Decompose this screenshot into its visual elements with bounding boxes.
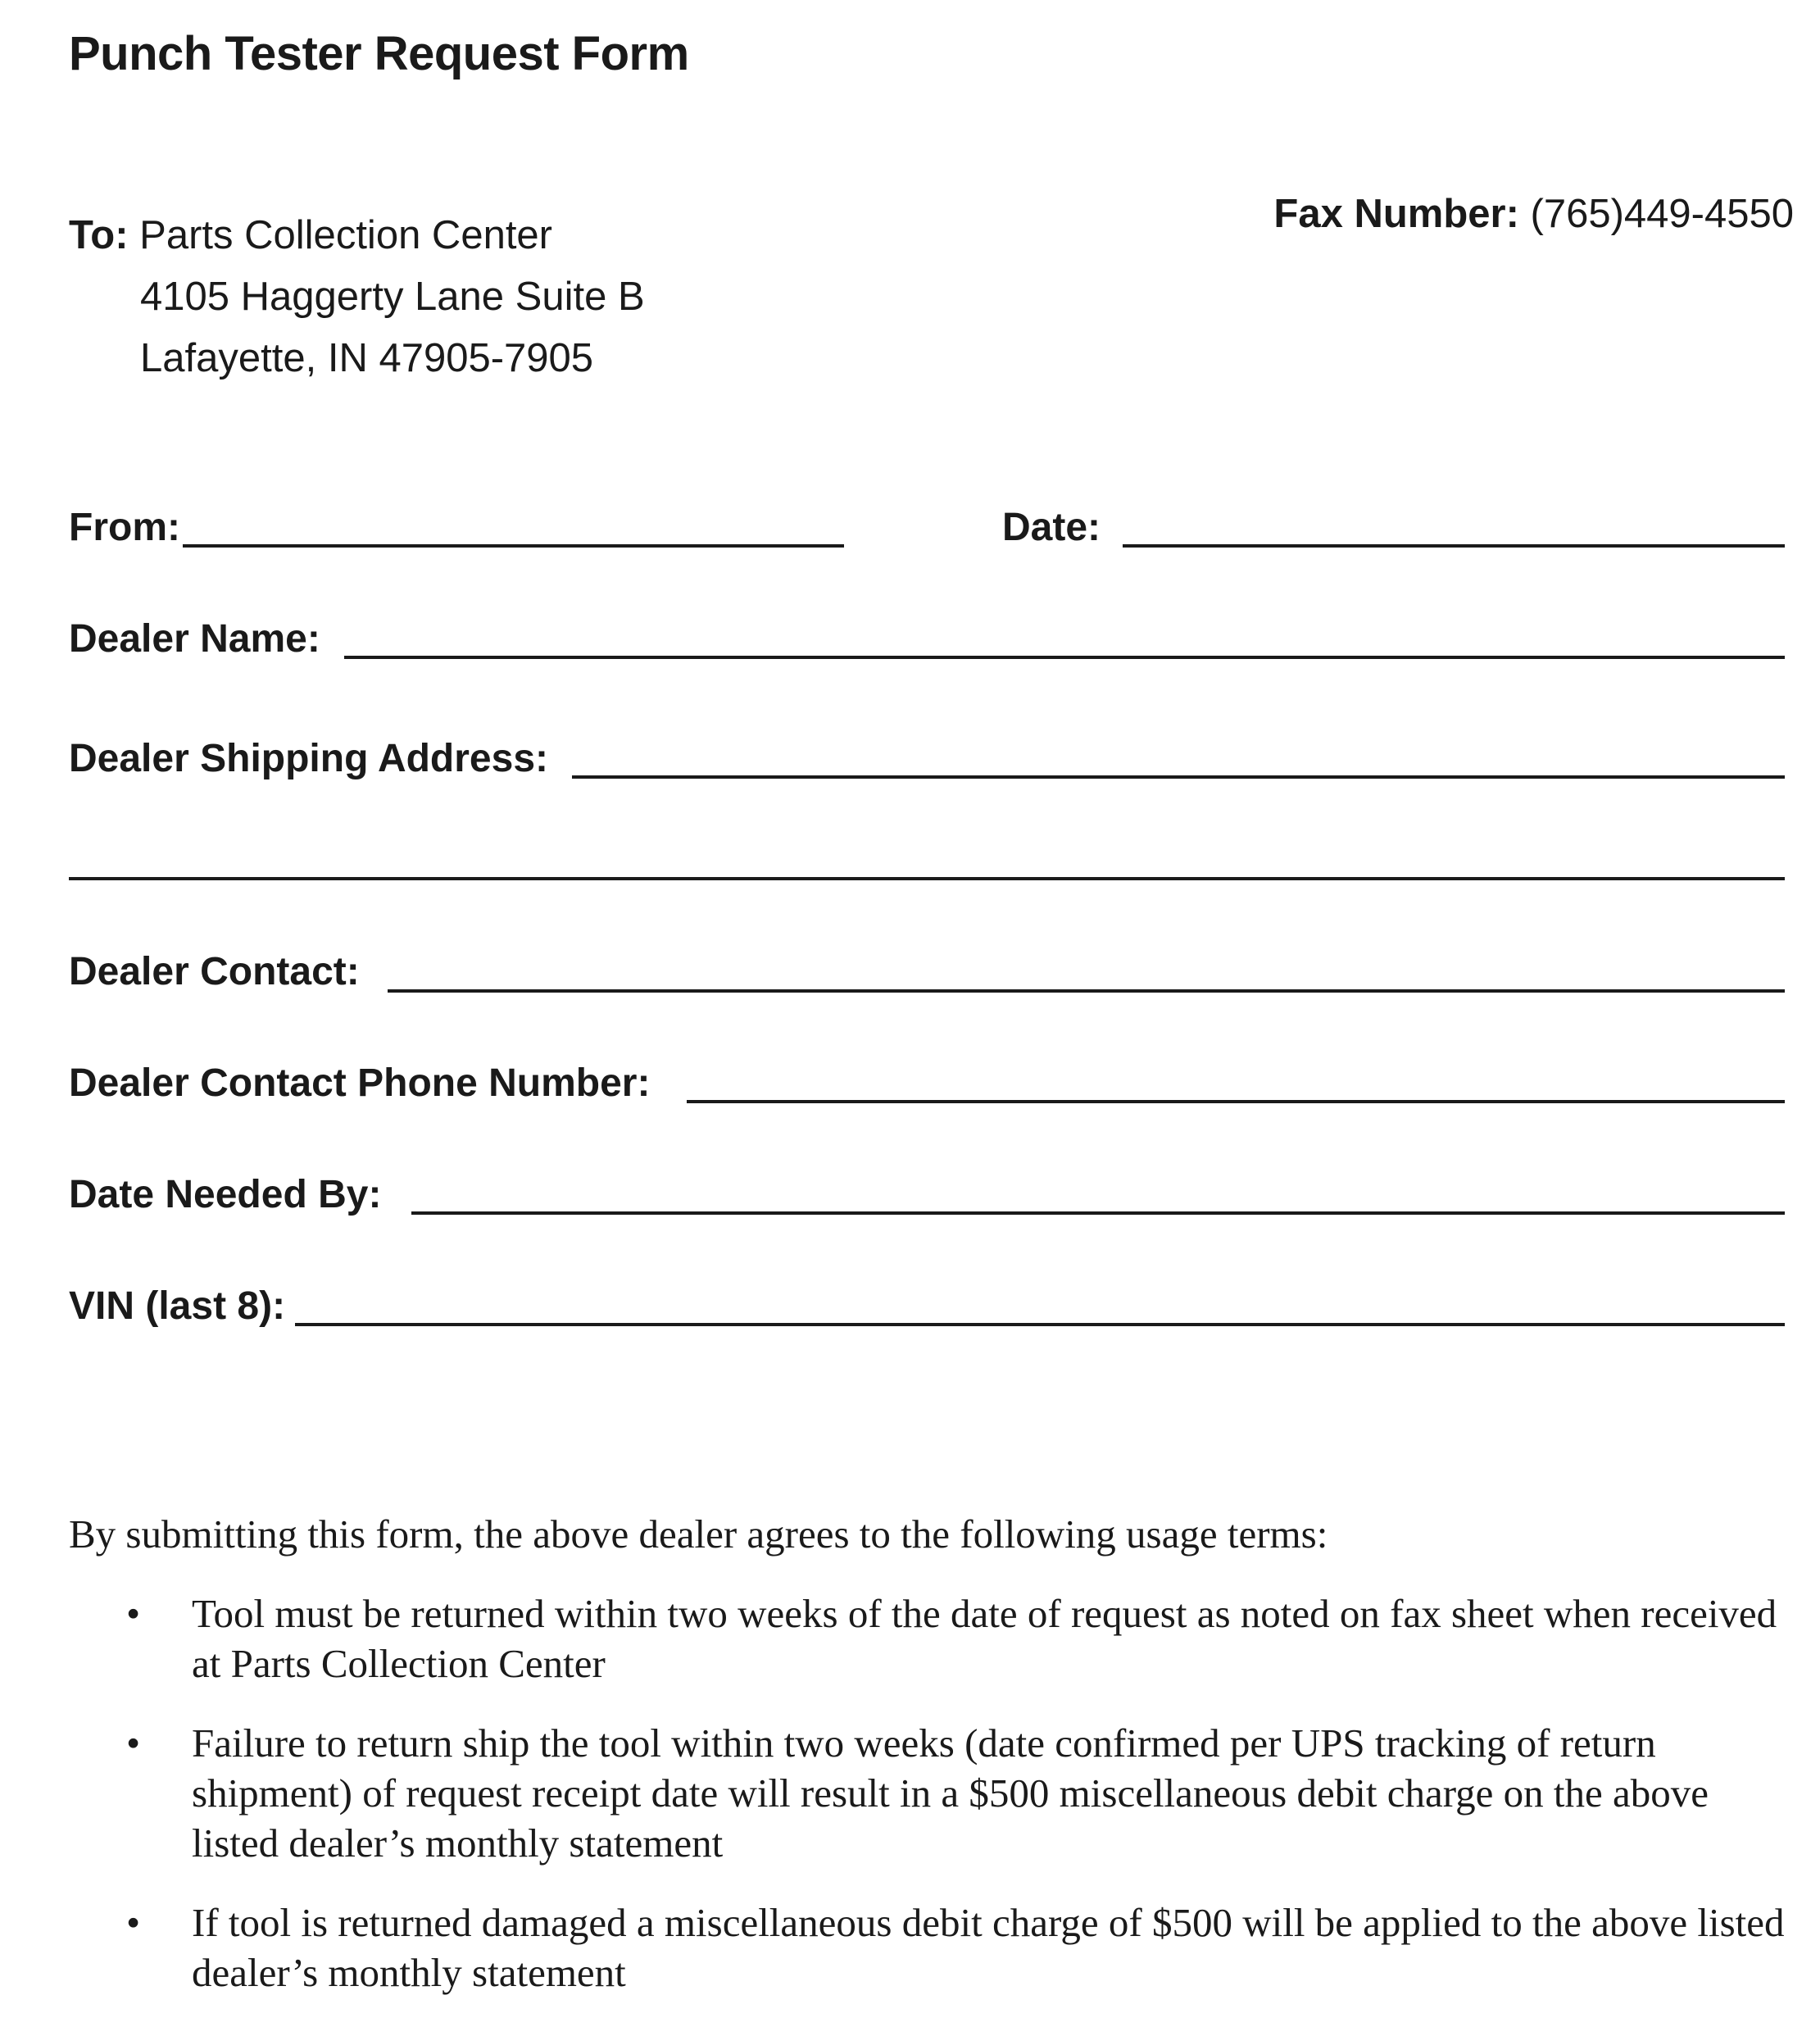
terms-list — [69, 1588, 1798, 2027]
dealer-contact-phone-label: Dealer Contact Phone Number: — [69, 1061, 651, 1105]
list-item — [69, 1897, 1798, 1997]
date-field[interactable] — [1123, 544, 1785, 548]
fax-label: Fax Number: — [1273, 192, 1519, 236]
list-item — [69, 1588, 1798, 1688]
recipient-name: Parts Collection Center — [139, 213, 553, 257]
vin-label: VIN (last 8): — [69, 1284, 286, 1328]
bullet-icon: • — [126, 1900, 141, 1945]
fax-number — [1273, 191, 1794, 237]
list-item — [69, 1718, 1798, 1868]
recipient-city: Lafayette, IN 47905-7905 — [140, 336, 594, 380]
bullet-icon: • — [126, 1720, 141, 1766]
fax-value: (765)449-4550 — [1530, 192, 1794, 236]
bullet-icon: • — [126, 1591, 141, 1636]
dealer-name-label: Dealer Name: — [69, 617, 320, 661]
term-text: If tool is returned damaged a miscellaneous debit charge of $500 will be applied to the above listed dealer’s monthly statement — [192, 1900, 1785, 1995]
dealer-shipping-address-field-line-2[interactable] — [69, 877, 1785, 880]
dealer-contact-label: Dealer Contact: — [69, 950, 360, 993]
date-needed-by-field[interactable] — [411, 1211, 1785, 1215]
to-label: To: — [69, 213, 129, 257]
dealer-shipping-address-label: Dealer Shipping Address: — [69, 737, 548, 780]
recipient-address — [69, 205, 645, 389]
date-label: Date: — [1002, 506, 1101, 549]
term-text: Tool must be returned within two weeks of the date of request as noted on fax sheet when received at Parts Collection Center — [192, 1591, 1777, 1686]
recipient-street: 4105 Haggerty Lane Suite B — [140, 275, 645, 319]
from-field[interactable] — [183, 544, 844, 548]
term-text: Failure to return ship the tool within two weeks (date confirmed per UPS tracking of return shipment) of request receipt date will result in a $500 miscellaneous debit charge on the above listed dealer’s monthly statement — [192, 1720, 1709, 1866]
date-needed-by-label: Date Needed By: — [69, 1173, 382, 1216]
page-title: Punch Tester Request Form — [69, 27, 689, 80]
vin-field[interactable] — [295, 1323, 1785, 1326]
dealer-shipping-address-field[interactable] — [572, 775, 1785, 779]
terms-intro: By submitting this form, the above dealer agrees to the following usage terms: — [69, 1511, 1328, 1557]
dealer-contact-phone-field[interactable] — [687, 1100, 1785, 1103]
from-label: From: — [69, 506, 180, 549]
dealer-contact-field[interactable] — [388, 989, 1785, 993]
dealer-name-field[interactable] — [344, 656, 1785, 659]
